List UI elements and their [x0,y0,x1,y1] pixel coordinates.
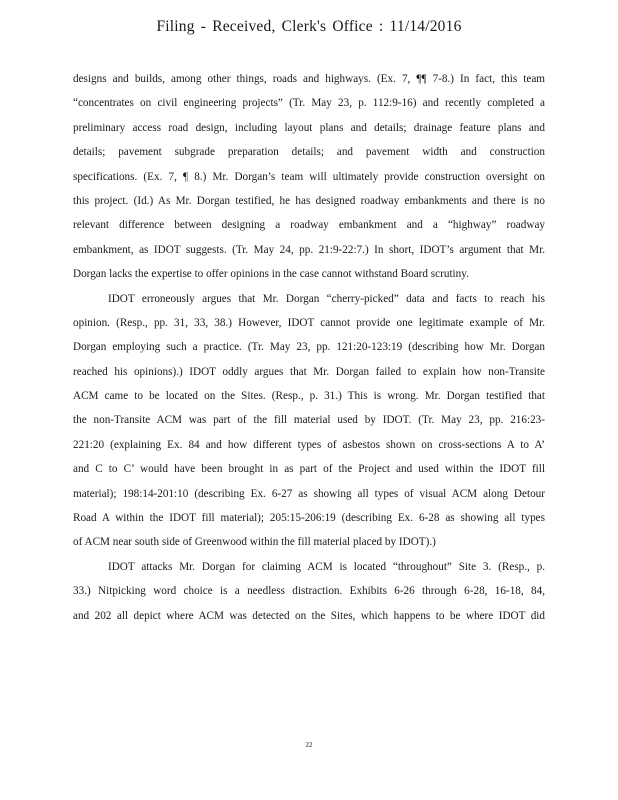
paragraph [73,560,545,633]
text-line: Road A within the IDOT fill material); 205:15-206:19 (describing Ex. 6-28 as showing all types [73,512,545,525]
text-line: relevant difference between designing a roadway embankment and a “highway” roadway [73,219,545,232]
text-line: opinion. (Resp., pp. 31, 33, 38.) However, IDOT cannot provide one legitimate example of Mr. [73,316,545,329]
filing-header: Filing - Received, Clerk's Office : 11/14/2016 [156,18,462,35]
text-line: Dorgan lacks the expertise to offer opinions in the case cannot withstand Board scrutiny. [73,268,469,281]
text-line: embankment, as IDOT suggests. (Tr. May 24, pp. 21:9-22:7.) In short, IDOT’s argument that Mr. [73,243,545,256]
text-line: 33.) Nitpicking word choice is a needless distraction. Exhibits 6-26 through 6-28, 16-18, 84, [73,585,545,598]
text-line: “concentrates on civil engineering projects” (Tr. May 23, p. 112:9-16) and recently completed a [73,97,545,110]
text-line: of ACM near south side of Greenwood within the fill material placed by IDOT).) [73,536,436,549]
text-line: Dorgan employing such a practice. (Tr. May 23, pp. 121:20-123:19 (describing how Mr. Dorgan [73,341,545,354]
text-line: reached his opinions).) IDOT oddly argues that Mr. Dorgan failed to explain how non-Transite [73,365,545,378]
text-line: specifications. (Ex. 7, ¶ 8.) Mr. Dorgan’s team will ultimately provide construction oversight on [73,170,545,183]
text-line: IDOT attacks Mr. Dorgan for claiming ACM is located “throughout” Site 3. (Resp., p. [108,560,545,573]
text-line: ACM came to be located on the Sites. (Resp., p. 31.) This is wrong. Mr. Dorgan testified that [73,390,545,403]
text-line: the non-Transite ACM was part of the fill material used by IDOT. (Tr. May 23, pp. 216:23- [73,414,545,427]
page-number: 22 [305,741,313,749]
paragraph [73,292,545,560]
text-line: 221:20 (explaining Ex. 84 and how different types of asbestos shown on cross-sections A to A’ [73,438,545,451]
document-body [73,72,545,633]
text-line: details; pavement subgrade preparation details; and pavement width and construction [73,146,545,159]
text-line: material); 198:14-201:10 (describing Ex. 6-27 as showing all types of visual ACM along Detour [73,487,545,500]
text-line: and 202 all depict where ACM was detected on the Sites, which happens to be where IDOT did [73,609,545,622]
text-line: IDOT erroneously argues that Mr. Dorgan “cherry-picked” data and facts to reach his [108,292,545,305]
text-line: preliminary access road design, including layout plans and details; drainage feature plans and [73,121,545,134]
paragraph [73,72,545,292]
text-line: designs and builds, among other things, roads and highways. (Ex. 7, ¶¶ 7-8.) In fact, this team [73,73,545,85]
text-line: this project. (Id.) As Mr. Dorgan testified, he has designed roadway embankments and there is no [73,194,545,207]
text-line: and C to C’ would have been brought in as part of the Project and used within the IDOT fill [73,463,545,476]
